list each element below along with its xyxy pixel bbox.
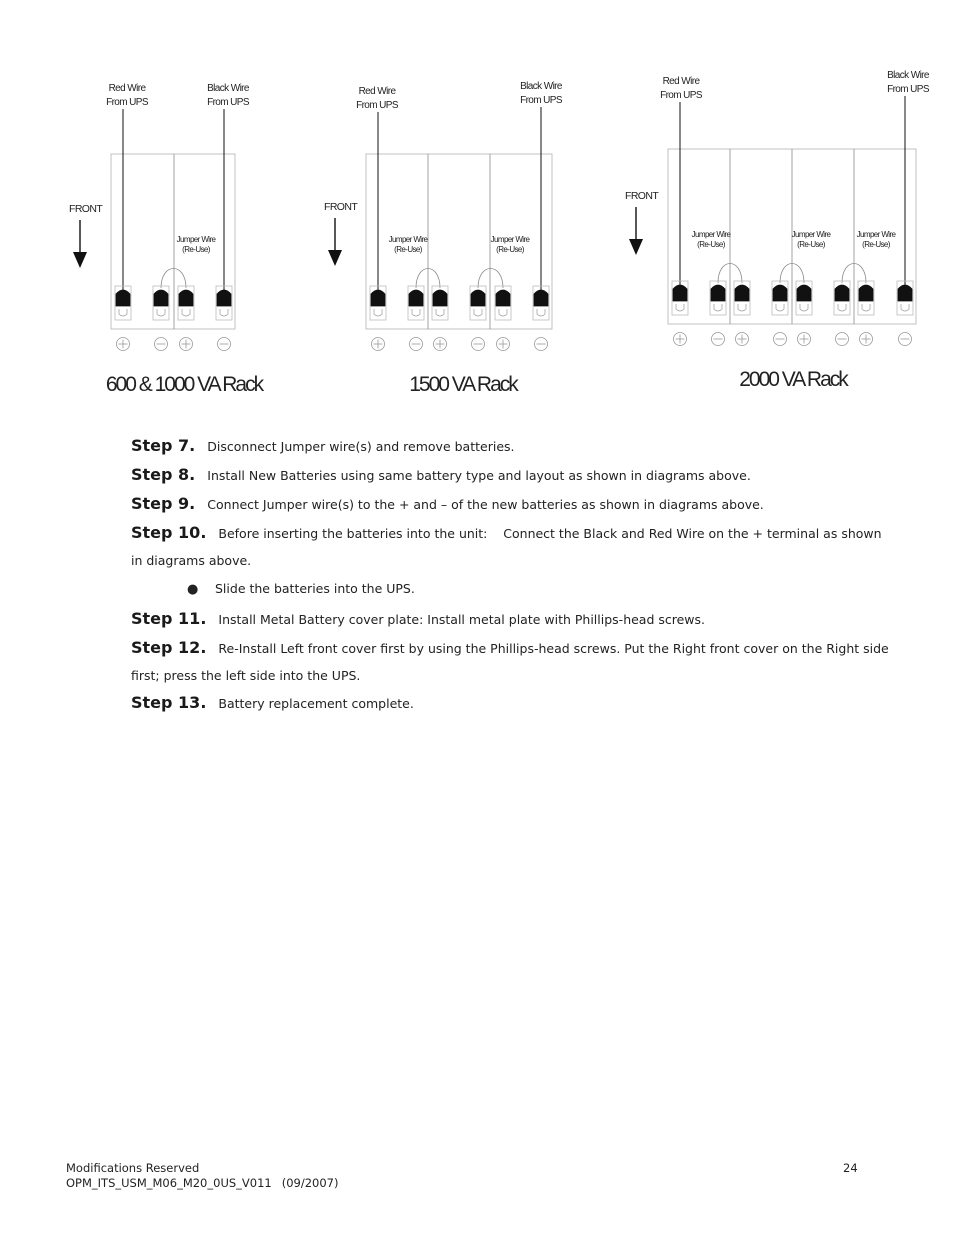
step-8 (131, 461, 891, 490)
step-number: Step 10. (131, 523, 207, 542)
connector-outline (738, 304, 746, 311)
jumper-wire-label: Jumper Wire (691, 230, 731, 239)
step-9 (131, 490, 891, 519)
battery-connector (217, 290, 231, 306)
red-wire-label: From UPS (660, 90, 702, 101)
step-number: Step 7. (131, 436, 196, 455)
step-number: Step 8. (131, 465, 196, 484)
jumper-wire-label: (Re-Use) (496, 245, 524, 254)
jumper-wire-label: Jumper Wire (176, 235, 216, 244)
front-label: FRONT (625, 190, 659, 202)
red-wire-label: Red Wire (108, 83, 146, 94)
front-arrow-icon (73, 252, 87, 268)
step-text: Connect Jumper wire(s) to the + and – of the new batteries as shown in diagrams above. (207, 497, 764, 512)
battery-connector (116, 290, 130, 306)
jumper-wire (478, 269, 503, 289)
rack-title: 600 & 1000 VA Rack (105, 373, 263, 396)
step-12 (131, 634, 891, 689)
step-number: Step 9. (131, 494, 196, 513)
connector-outline (182, 309, 190, 316)
step-13 (131, 689, 891, 718)
jumper-wire-label: Jumper Wire (490, 235, 530, 244)
front-arrow-icon (328, 250, 342, 266)
battery-connector (859, 285, 873, 301)
step-number: Step 12. (131, 638, 207, 657)
rack-title: 2000 VA Rack (739, 368, 847, 391)
step-7 (131, 432, 891, 461)
jumper-wire-label: (Re-Use) (797, 240, 825, 249)
battery-connector (735, 285, 749, 301)
step-text: Before inserting the batteries into the unit: Connect the Black and Red Wire on the + terminal as shown in diagrams above. (131, 526, 886, 568)
connector-outline (157, 309, 165, 316)
battery-connector (797, 285, 811, 301)
battery-diagrams (0, 0, 954, 420)
jumper-wire-label: Jumper Wire (791, 230, 831, 239)
connector-outline (800, 304, 808, 311)
battery-connector (179, 290, 193, 306)
step-text: Re-Install Left front cover first by using the Phillips-head screws. Put the Right front cover on the Right side first; press the left side into the UPS. (131, 641, 889, 683)
black-wire-label: Black Wire (520, 81, 562, 92)
battery-connector (835, 285, 849, 301)
step-text: Battery replacement complete. (218, 696, 414, 711)
battery-connector (534, 290, 548, 306)
connector-outline (776, 304, 784, 311)
connector-outline (838, 304, 846, 311)
battery-layout-diagram (0, 0, 954, 420)
bullet-dot-icon: ● (187, 582, 199, 597)
connector-outline (714, 304, 722, 311)
black-wire-label: From UPS (207, 97, 249, 108)
front-label: FRONT (324, 201, 358, 213)
bullet-item (187, 574, 891, 605)
battery-connector (433, 290, 447, 306)
battery-connector (471, 290, 485, 306)
red-wire-label: From UPS (356, 100, 398, 111)
battery-connector (371, 290, 385, 306)
connector-outline (474, 309, 482, 316)
jumper-wire (161, 269, 186, 289)
footer-modifications: Modifications Reserved (66, 1161, 200, 1175)
front-arrow-icon (629, 239, 643, 255)
connector-outline (862, 304, 870, 311)
bullet-text: Slide the batteries into the UPS. (215, 581, 415, 596)
jumper-wire-label: (Re-Use) (862, 240, 890, 249)
footer-left (66, 1161, 338, 1191)
connector-outline (412, 309, 420, 316)
step-number: Step 13. (131, 693, 207, 712)
battery-connector (711, 285, 725, 301)
footer-doc-id-line (66, 1176, 338, 1191)
step-list (131, 432, 891, 718)
jumper-wire-label: (Re-Use) (394, 245, 422, 254)
connector-outline (374, 309, 382, 316)
footer-date: (09/2007) (281, 1176, 339, 1190)
connector-outline (901, 304, 909, 311)
battery-connector (409, 290, 423, 306)
step-text: Install Metal Battery cover plate: Install metal plate with Phillips-head screws. (218, 612, 706, 627)
jumper-wire-label: Jumper Wire (388, 235, 428, 244)
step-number: Step 11. (131, 609, 207, 628)
connector-outline (436, 309, 444, 316)
step-10 (131, 519, 891, 574)
jumper-wire-label: Jumper Wire (856, 230, 896, 239)
battery-connector (898, 285, 912, 301)
battery-connector (773, 285, 787, 301)
step-11 (131, 605, 891, 634)
footer-doc-id: OPM_ITS_USM_M06_M20_0US_V011 (66, 1176, 272, 1190)
connector-outline (537, 309, 545, 316)
battery-connector (154, 290, 168, 306)
red-wire-label: Red Wire (358, 86, 396, 97)
black-wire-label: Black Wire (887, 70, 929, 81)
front-label: FRONT (69, 203, 103, 215)
red-wire-label: Red Wire (662, 76, 700, 87)
black-wire-label: From UPS (520, 95, 562, 106)
battery-connector (496, 290, 510, 306)
black-wire-label: From UPS (887, 84, 929, 95)
connector-outline (499, 309, 507, 316)
red-wire-label: From UPS (106, 97, 148, 108)
connector-outline (220, 309, 228, 316)
rack-title: 1500 VA Rack (409, 373, 517, 396)
jumper-wire-label: (Re-Use) (697, 240, 725, 249)
connector-outline (676, 304, 684, 311)
step-text: Install New Batteries using same battery type and layout as shown in diagrams above. (207, 468, 751, 483)
connector-outline (119, 309, 127, 316)
black-wire-label: Black Wire (207, 83, 249, 94)
jumper-wire-label: (Re-Use) (182, 245, 210, 254)
page-number: 24 (843, 1161, 858, 1175)
battery-connector (673, 285, 687, 301)
step-text: Disconnect Jumper wire(s) and remove batteries. (207, 439, 515, 454)
